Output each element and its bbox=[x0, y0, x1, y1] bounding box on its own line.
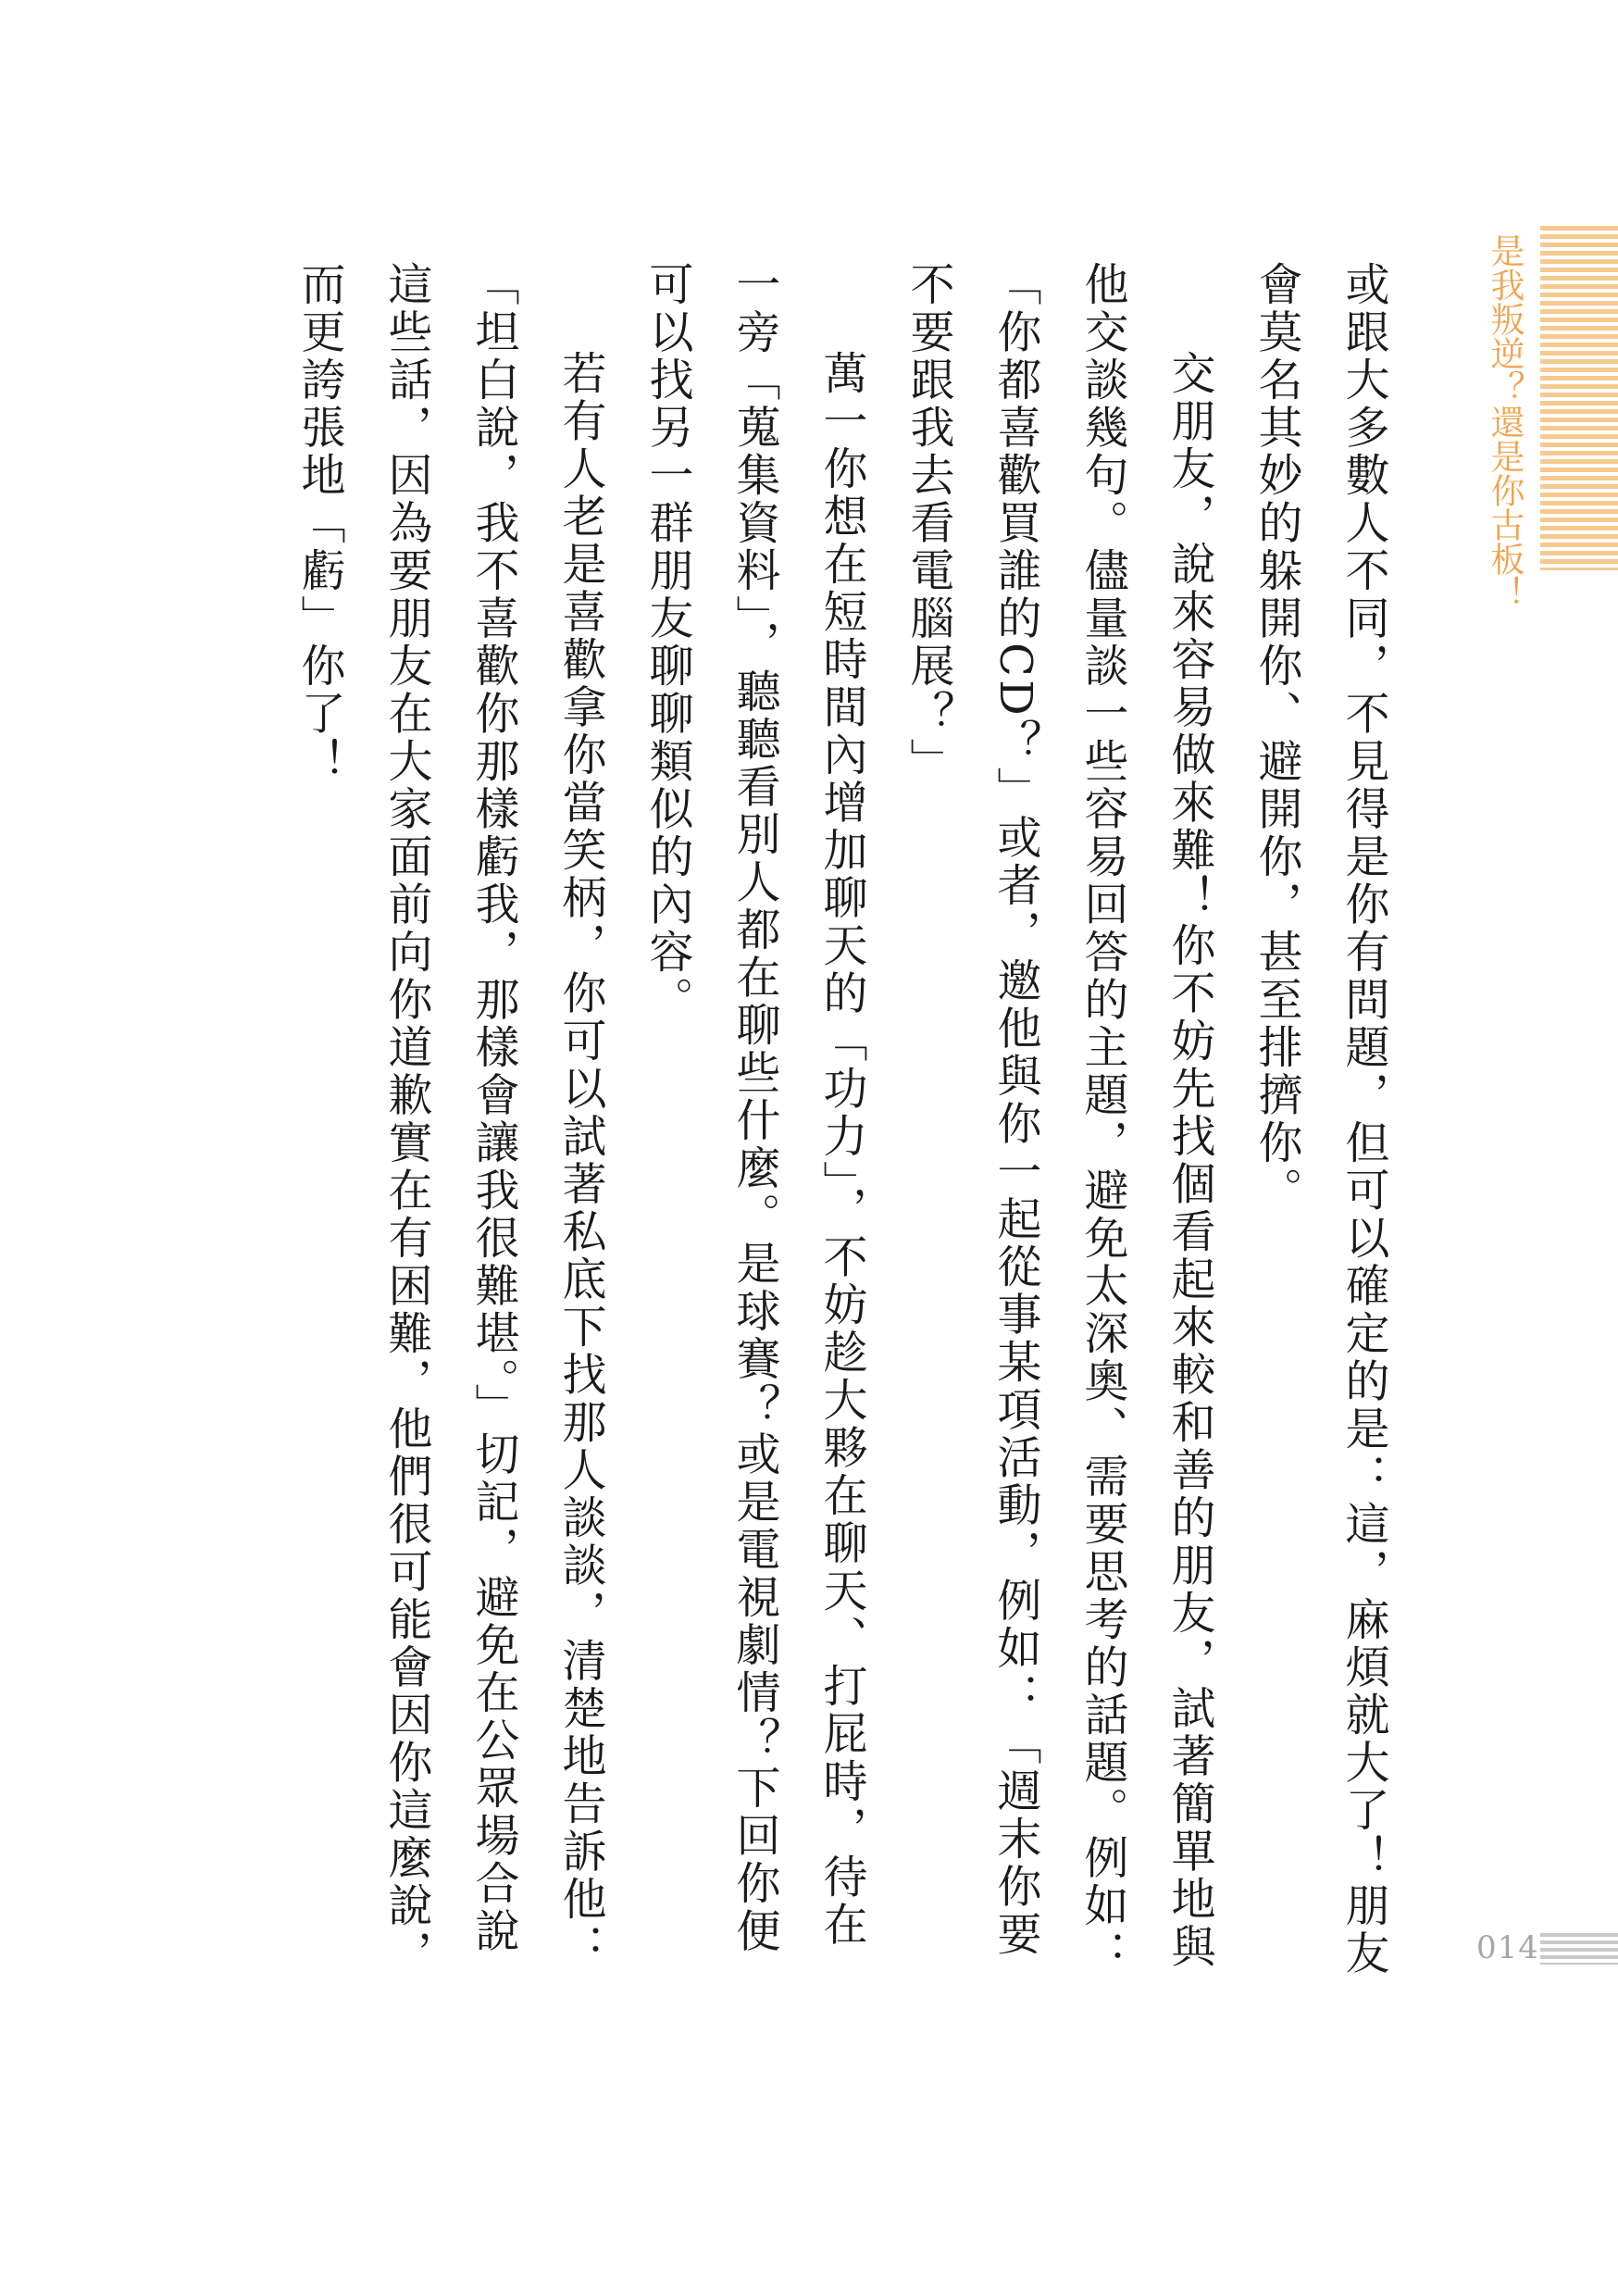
paragraph-3: 萬一你想在短時間內增加聊天的「功力」，不妨趁大夥在聊天、打屁時，待在一旁「蒐集資料」，聽聽看別人都在聊些什麼。是球賽？或是電視劇情？下回你便可以找另一群朋友聊聊類似的內容。 bbox=[641, 261, 867, 1955]
decorative-stripe-band bbox=[1540, 226, 1618, 570]
paragraph-1: 或跟大多數人不同，不見得是你有問題，但可以確定的是：這，麻煩就大了！朋友會莫名其妙的躲開你、避開你，甚至排擠你。 bbox=[1251, 261, 1389, 1978]
page-number-stripes bbox=[1540, 1933, 1618, 1965]
paragraph-2: 交朋友，說來容易做來難！你不妨先找個看起來較和善的朋友，試著簡單地與他交談幾句。儘量談一些容易回答的主題，避免太深奧、需要思考的話題。例如：「你都喜歡買誰的CD？」或者，邀他與你一起從事某項活動，例如：「週末你要不要跟我去看電腦展？」 bbox=[902, 261, 1215, 1978]
page-number: 014 bbox=[1476, 1929, 1539, 1966]
paragraph-4: 若有人老是喜歡拿你當笑柄，你可以試著私底下找那人談談，清楚地告訴他：「坦白說，我不喜歡你那樣虧我，那樣會讓我很難堪。」切記，避免在公眾場合說這些話，因為要朋友在大家面前向你道歉實在有困難，他們很可能會因你這麼說，而更誇張地「虧」你了！ bbox=[293, 261, 606, 1978]
body-text bbox=[293, 261, 1407, 1992]
running-title: 是我叛逆？還是你古板！ bbox=[1485, 233, 1525, 610]
